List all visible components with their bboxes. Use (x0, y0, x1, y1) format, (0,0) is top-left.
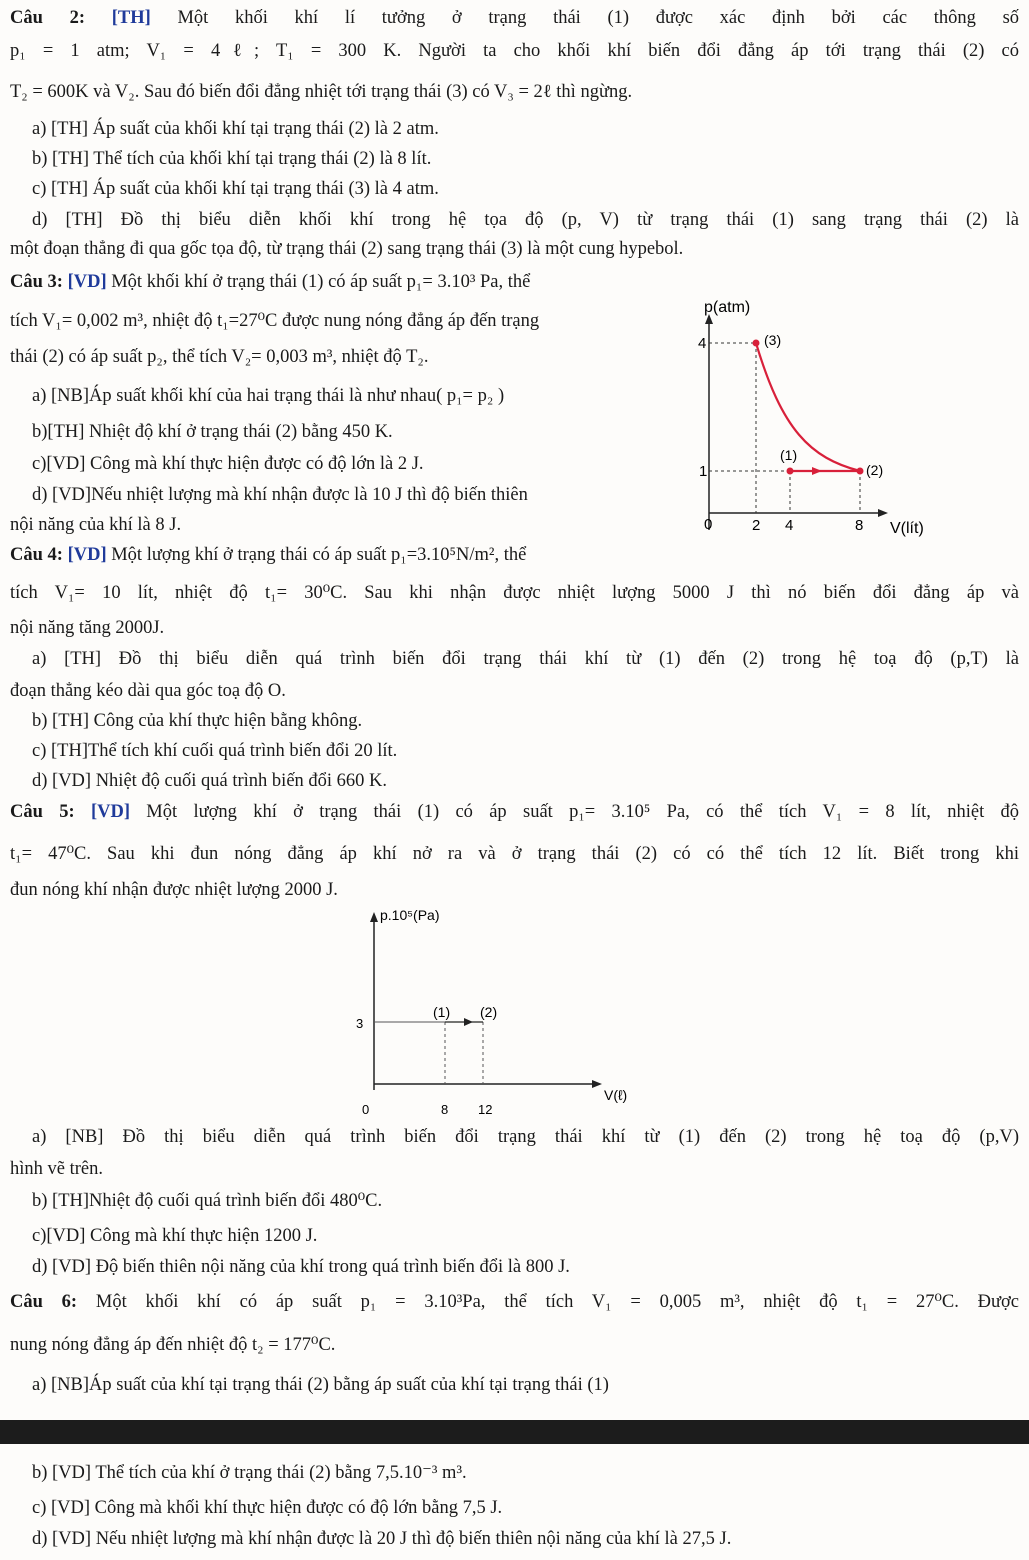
q4-option-b: b) [TH] Công của khí thực hiện bằng không. (32, 711, 363, 731)
q5-option-a-2: hình vẽ trên. (10, 1159, 103, 1179)
q3-option-c: c)[VD] Công mà khí thực hiện được có độ lớn là 2 J. (32, 454, 424, 474)
q3-hyperbola-2-3 (756, 343, 860, 471)
q6-option-d: d) [VD] Nếu nhiệt lượng mà khí nhận được là 20 J thì độ biến thiên nội năng của khí là 27,5 J. (32, 1529, 732, 1549)
q2-option-d-2: một đoạn thẳng đi qua gốc tọa độ, từ trạng thái (2) sang trạng thái (3) là một cung hypebol. (10, 239, 684, 259)
q5-y-tick-3: 3 (356, 1016, 364, 1031)
q6-option-a: a) [NB]Áp suất của khí tại trạng thái (2) bằng áp suất của khí tại trạng thái (1) (32, 1375, 609, 1395)
q2-option-d-1: d) [TH] Đồ thị biểu diễn khối khí trong hệ tọa độ (p, V) từ trạng thái (1) sang trạng thái (2) là (32, 210, 1019, 230)
q4-label: Câu 4: (10, 545, 63, 565)
q5-line-2: t₁= 47⁰C. Sau khi đun nóng đẳng áp khí nở ra và ở trạng thái (2) có có thể tích 12 lít. Biết trong khi (10, 844, 1019, 864)
q3-point-1 (787, 468, 794, 475)
q5-point-1-label: (1) (433, 1004, 451, 1020)
q5-point-2-label: (2) (480, 1004, 498, 1020)
q3-y-label: p(atm) (704, 299, 751, 316)
scan-divider-bar (0, 1420, 1029, 1444)
q3-x-arrow (878, 509, 888, 517)
q3-x-tick-2: 2 (752, 517, 761, 534)
q5-option-b: b) [TH]Nhiệt độ cuối quá trình biến đổi 480⁰C. (32, 1191, 383, 1211)
q3-option-a: a) [NB]Áp suất khối khí của hai trạng thái là như nhau( p₁= p₂ ) (32, 386, 505, 406)
q6-label: Câu 6: (10, 1292, 78, 1312)
q4-text-1: Một lượng khí ở trạng thái có áp suất p₁=3.10⁵N/m², thể (111, 545, 527, 565)
q6-option-c: c) [VD] Công mà khối khí thực hiện được có độ lớn bằng 7,5 J. (32, 1498, 503, 1518)
q2-label: Câu 2: (10, 8, 85, 28)
q5-x-tick-8: 8 (441, 1102, 449, 1117)
q4-option-a-2: đoạn thẳng kéo dài qua góc toạ độ O. (10, 681, 286, 701)
q3-tag: [VD] (67, 272, 107, 292)
q5-x-tick-12: 12 (478, 1102, 493, 1117)
q4-line-3: nội năng tăng 2000J. (10, 618, 165, 638)
q2-option-a: a) [TH] Áp suất của khối khí tại trạng thái (2) là 2 atm. (32, 119, 439, 139)
q4-option-a-1: a) [TH] Đồ thị biểu diễn quá trình biến đổi trạng thái khí từ (1) đến (2) trong hệ toạ độ (p,T) là (32, 649, 1019, 669)
q3-x-tick-8: 8 (855, 517, 864, 534)
q3-point-1-label: (1) (780, 447, 798, 463)
q3-arrow-1-2 (812, 467, 822, 475)
q5-label: Câu 5: (10, 802, 75, 822)
q5-x-label: V(ℓ) (604, 1087, 628, 1103)
q2-text-1: Một khối khí lí tưởng ở trạng thái (1) được xác định bởi các thông số (177, 8, 1020, 28)
q4-line-2: tích V₁= 10 lít, nhiệt độ t₁= 30⁰C. Sau khi nhận được nhiệt lượng 5000 J thì nó biến đổi đẳng áp và (10, 583, 1019, 603)
q4-line-1 (10, 544, 1019, 567)
q5-line-1 (10, 801, 1019, 824)
q5-option-c: c)[VD] Công mà khí thực hiện 1200 J. (32, 1226, 318, 1246)
q2-line-2: p₁ = 1 atm; V₁ = 4ℓ; T₁ = 300 K. Người ta cho khối khí biến đổi đẳng áp tới trạng thái (2) có (10, 41, 1019, 61)
q5-y-arrow (370, 912, 378, 922)
q4-tag: [VD] (67, 545, 107, 565)
q3-x-label: V(lít) (890, 520, 924, 537)
q5-option-d: d) [VD] Độ biến thiên nội năng của khí trong quá trình biến đổi là 800 J. (32, 1257, 570, 1277)
q5-arrow-1-2 (464, 1018, 473, 1026)
q3-label: Câu 3: (10, 272, 63, 292)
q2-option-b: b) [TH] Thể tích của khối khí tại trạng thái (2) là 8 lít. (32, 149, 432, 169)
q6-option-b: b) [VD] Thể tích của khí ở trạng thái (2) bằng 7,5.10⁻³ m³. (32, 1463, 467, 1483)
q5-y-label: p.10⁵(Pa) (380, 907, 440, 923)
q5-pv-graph (330, 900, 650, 1125)
q3-y-tick-4: 4 (698, 335, 707, 352)
q3-line-2: tích V₁= 0,002 m³, nhiệt độ t₁=27⁰C được nung nóng đẳng áp đến trạng (10, 311, 540, 331)
q3-text-1: Một khối khí ở trạng thái (1) có áp suất p₁= 3.10³ Pa, thể (111, 272, 531, 292)
q3-point-2 (857, 468, 864, 475)
q3-origin: 0 (704, 516, 713, 533)
q3-option-b: b)[TH] Nhiệt độ khí ở trạng thái (2) bằng 450 K. (32, 422, 393, 442)
q3-point-3-label: (3) (764, 332, 782, 348)
q3-point-2-label: (2) (866, 462, 884, 478)
q2-tag: [TH] (111, 8, 151, 28)
q6-line-1 (10, 1291, 1019, 1314)
q5-origin: 0 (362, 1102, 370, 1117)
q2-option-c: c) [TH] Áp suất của khối khí tại trạng thái (3) là 4 atm. (32, 179, 439, 199)
q2-line-1 (10, 7, 1019, 30)
q3-point-3 (753, 340, 760, 347)
q3-line-3: thái (2) có áp suất p₂, thể tích V₂= 0,003 m³, nhiệt độ T₂. (10, 347, 429, 367)
q5-option-a-1: a) [NB] Đồ thị biểu diễn quá trình biến đổi trạng thái khí từ (1) đến (2) trong hệ toạ độ (p,V) (32, 1127, 1019, 1147)
q5-x-arrow (592, 1080, 602, 1088)
q6-line-2: nung nóng đẳng áp đến nhiệt độ t₂ = 177⁰C. (10, 1335, 336, 1355)
q2-line-3: T₂ = 600K và V₂. Sau đó biến đổi đẳng nhiệt tới trạng thái (3) có V₃ = 2ℓ thì ngừng. (10, 82, 633, 102)
q3-option-d-2: nội năng của khí là 8 J. (10, 515, 182, 535)
q5-line-3: đun nóng khí nhận được nhiệt lượng 2000 J. (10, 880, 338, 900)
q5-tag: [VD] (90, 802, 130, 822)
q4-option-d: d) [VD] Nhiệt độ cuối quá trình biến đổi 660 K. (32, 771, 388, 791)
q5-text-1: Một lượng khí ở trạng thái (1) có áp suất p₁= 3.10⁵ Pa, có thể tích V₁ = 8 lít, nhiệt độ (146, 802, 1020, 822)
q3-option-d-1: d) [VD]Nếu nhiệt lượng mà khí nhận được là 10 J thì độ biến thiên (32, 485, 528, 505)
q3-y-tick-1: 1 (699, 463, 708, 480)
q4-option-c: c) [TH]Thể tích khí cuối quá trình biến đổi 20 lít. (32, 741, 398, 761)
q3-x-tick-4: 4 (785, 517, 794, 534)
q6-text-1: Một khối khí có áp suất p₁ = 3.10³Pa, thể tích V₁ = 0,005 m³, nhiệt độ t₁ = 27⁰C. Được (95, 1292, 1020, 1312)
q3-pv-graph (690, 290, 950, 550)
